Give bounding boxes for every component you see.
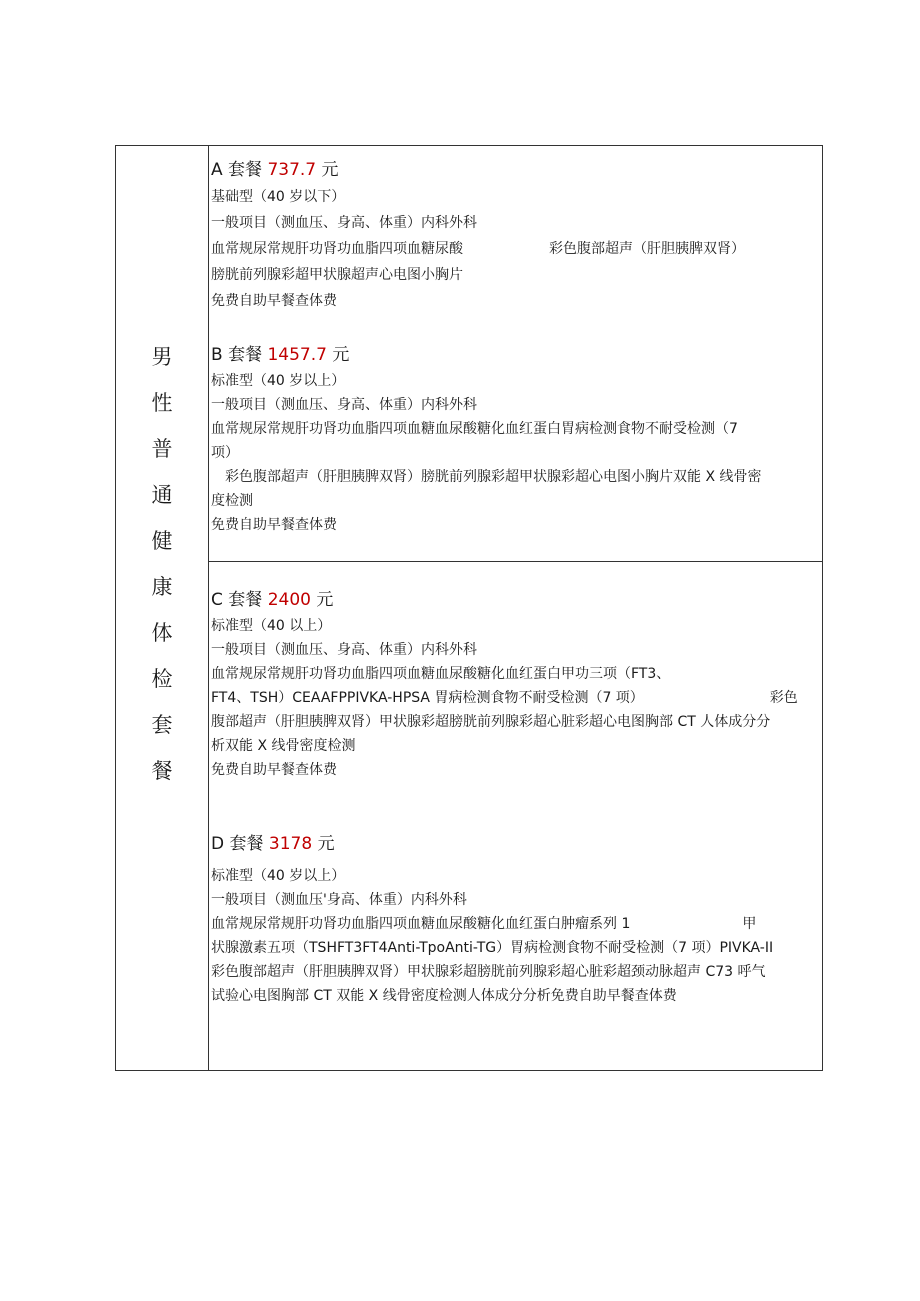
package-line: 彩色腹部超声（肝胆胰脾双肾）甲状腺彩超膀胱前列腺彩超心脏彩超颈动脉超声 C73 呼气 — [211, 964, 766, 980]
package-cell-cd — [209, 562, 823, 1070]
package-d — [211, 830, 823, 1008]
price-unit: 元 — [332, 345, 350, 365]
package-line: 项） — [211, 445, 239, 461]
package-c-header — [211, 586, 823, 614]
package-price: 737.7 — [267, 160, 317, 180]
package-line: 试验心电图胸部 CT 双能 X 线骨密度检测人体成分分析免费自助早餐查体费 — [211, 988, 677, 1004]
package-b-header — [211, 341, 823, 369]
category-char: 餐 — [151, 759, 173, 783]
package-name: A 套餐 — [211, 160, 263, 180]
package-line: 标准型（40 岁以上） — [211, 373, 346, 389]
package-line: 免费自助早餐查体费 — [211, 517, 337, 533]
package-line: 标准型（40 以上） — [211, 618, 332, 634]
package-line: 一般项目（测血压、身高、体重）内科外科 — [211, 397, 477, 413]
package-b — [211, 341, 823, 537]
package-line: 析双能 X 线骨密度检测 — [211, 738, 356, 754]
category-char: 普 — [151, 437, 173, 461]
package-name: C 套餐 — [211, 590, 263, 610]
package-line: 腹部超声（肝胆胰脾双肾）甲状腺彩超膀胱前列腺彩超心脏彩超心电图胸部 CT 人体成分分 — [211, 714, 771, 730]
package-name: D 套餐 — [211, 834, 264, 854]
price-unit: 元 — [317, 834, 335, 854]
package-line: 状腺激素五项（TSHFT3FT4Anti-TpoAnti-TG）胃病检测食物不耐受检测（7 项）PIVKA-II — [211, 940, 774, 956]
package-line: FT4、TSH）CEAAFPPIVKA-HPSA 胃病检测食物不耐受检测（7 项） 彩色 — [211, 690, 798, 706]
category-title — [116, 334, 208, 794]
category-char: 套 — [151, 713, 173, 737]
category-char: 男 — [151, 345, 173, 369]
package-name: B 套餐 — [211, 345, 263, 365]
package-cell-ab — [209, 146, 823, 562]
category-char: 健 — [151, 529, 173, 553]
category-char: 体 — [151, 621, 173, 645]
package-line: 血常规尿常规肝功肾功血脂四项血糖血尿酸糖化血红蛋白胃病检测食物不耐受检测（7 — [211, 421, 738, 437]
category-char: 通 — [151, 483, 173, 507]
price-unit: 元 — [316, 590, 334, 610]
category-char: 性 — [151, 391, 173, 415]
package-line: 免费自助早餐查体费 — [211, 762, 337, 778]
category-char: 检 — [151, 667, 173, 691]
package-a-header — [211, 156, 823, 184]
category-column — [116, 146, 209, 1070]
package-price: 2400 — [267, 590, 311, 610]
package-line: 一般项目（测血压'身高、体重）内科外科 — [211, 892, 467, 908]
package-line: 血常规尿常规肝功肾功血脂四项血糖血尿酸糖化血红蛋白甲功三项（FT3、 — [211, 666, 671, 682]
package-line: 基础型（40 岁以下） — [211, 189, 346, 205]
package-d-header — [211, 830, 823, 858]
package-line: 血常规尿常规肝功肾功血脂四项血糖血尿酸糖化血红蛋白肿瘤系列 1 甲 — [211, 916, 757, 932]
package-c — [211, 586, 823, 782]
package-line: 彩色腹部超声（肝胆胰脾双肾）膀胱前列腺彩超甲状腺彩超心电图小胸片双能 X 线骨密 — [225, 469, 762, 485]
package-line: 一般项目（测血压、身高、体重）内科外科 — [211, 642, 477, 658]
package-price: 3178 — [268, 834, 313, 854]
package-price: 1457.7 — [267, 345, 327, 365]
package-line: 一般项目（测血压、身高、体重）内科外科 — [211, 215, 477, 231]
package-line: 血常规尿常规肝功肾功血脂四项血糖尿酸 彩色腹部超声（肝胆胰脾双肾） — [211, 241, 745, 257]
package-line: 免费自助早餐查体费 — [211, 293, 337, 309]
package-line: 标准型（40 岁以上） — [211, 868, 346, 884]
package-line: 膀胱前列腺彩超甲状腺超声心电图小胸片 — [211, 267, 463, 283]
package-table — [115, 145, 823, 1071]
package-line: 度检测 — [211, 493, 253, 509]
package-a — [211, 156, 823, 314]
price-unit: 元 — [321, 160, 339, 180]
category-char: 康 — [151, 575, 173, 599]
